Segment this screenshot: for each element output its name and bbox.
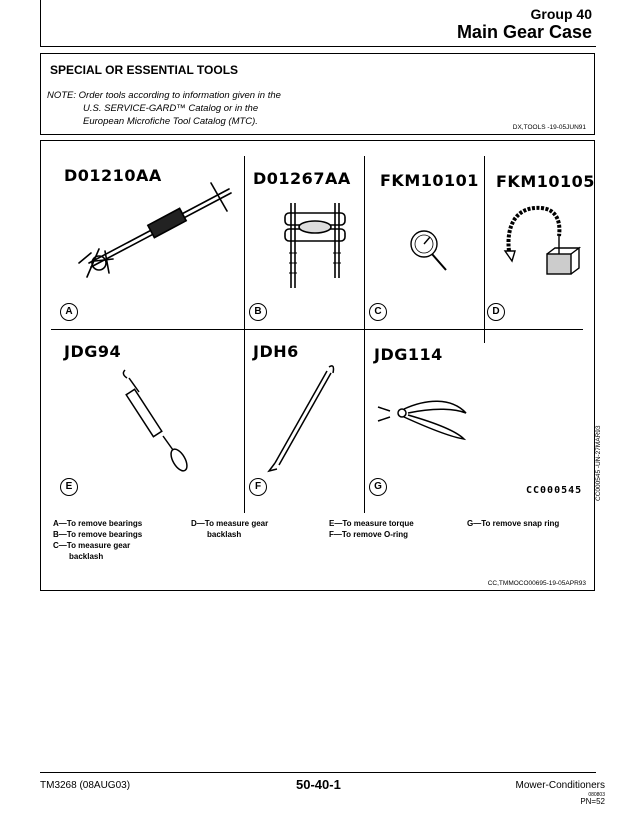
legend-col-4	[467, 518, 559, 529]
callout-g: G	[369, 478, 387, 496]
footer-manual-id: TM3268 (08AUG03)	[40, 780, 131, 791]
legend-col-1	[53, 518, 142, 562]
bearing-puller-illustration	[69, 171, 239, 296]
header-rule	[40, 46, 596, 47]
footer-rule	[40, 772, 596, 773]
figure-ref: CC,TMMOCO00695-19-05APR93	[487, 580, 586, 587]
legend-item: E—To measure torque	[329, 519, 414, 528]
part-number-d: FKM10105	[496, 172, 595, 191]
part-number-e: JDG94	[64, 342, 122, 361]
grid-line	[244, 156, 245, 513]
note-line-3: European Microfiche Tool Catalog (MTC).	[83, 116, 258, 127]
grid-line	[364, 156, 365, 513]
page-number: 50-40-1	[296, 777, 341, 792]
group-label: Group 40	[530, 6, 592, 22]
callout-f: F	[249, 478, 267, 496]
spring-scale-illustration	[121, 366, 201, 476]
legend-item: backlash	[69, 552, 104, 561]
o-ring-pick-illustration	[263, 361, 343, 476]
section-heading: SPECIAL OR ESSENTIAL TOOLS	[50, 63, 239, 77]
legend-col-3	[329, 518, 414, 540]
section-ref: DX,TOOLS -19-05JUN91	[512, 124, 586, 131]
legend-item: A—To remove bearings	[53, 519, 143, 528]
note-line-1: NOTE: Order tools according to information given in the	[47, 90, 281, 101]
figure-code: CC000545	[526, 485, 583, 496]
legend-item: C—To measure gear	[53, 541, 131, 550]
legend-item: G—To remove snap ring	[467, 519, 560, 528]
header-left-rule	[40, 0, 41, 46]
callout-d: D	[487, 303, 505, 321]
note-line-2: U.S. SERVICE-GARD™ Catalog or in the	[83, 103, 259, 114]
grid-line	[484, 156, 485, 343]
part-number-g: JDG114	[374, 345, 443, 364]
bearing-separator-illustration	[271, 193, 361, 303]
legend-col-2	[191, 518, 268, 540]
footer-product: Mower-Conditioners	[515, 780, 605, 791]
tools-note-box	[40, 53, 595, 135]
legend-item: F—To remove O-ring	[329, 530, 408, 539]
footer-date-code: 080803	[588, 792, 605, 798]
part-number-a: D01210AA	[64, 166, 162, 185]
legend-item: D—To measure gear	[191, 519, 269, 528]
page-title: Main Gear Case	[456, 22, 592, 42]
grid-line	[51, 329, 583, 330]
callout-a: A	[60, 303, 78, 321]
callout-b: B	[249, 303, 267, 321]
figure-side-code: CC000545 -UN-27MAR93	[595, 425, 602, 501]
callout-c: C	[369, 303, 387, 321]
legend-item: backlash	[207, 530, 242, 539]
dial-indicator-illustration	[406, 226, 451, 276]
magnetic-base-illustration	[501, 196, 586, 291]
note-text	[47, 89, 281, 128]
part-number-c: FKM10101	[380, 171, 479, 190]
part-number-b: D01267AA	[253, 169, 351, 188]
callout-e: E	[60, 478, 78, 496]
snap-ring-pliers-illustration	[376, 391, 471, 446]
footer-pn: PN=52	[580, 797, 605, 806]
legend-item: B—To remove bearings	[53, 530, 143, 539]
tools-figure-box	[40, 140, 602, 591]
part-number-f: JDH6	[253, 342, 299, 361]
